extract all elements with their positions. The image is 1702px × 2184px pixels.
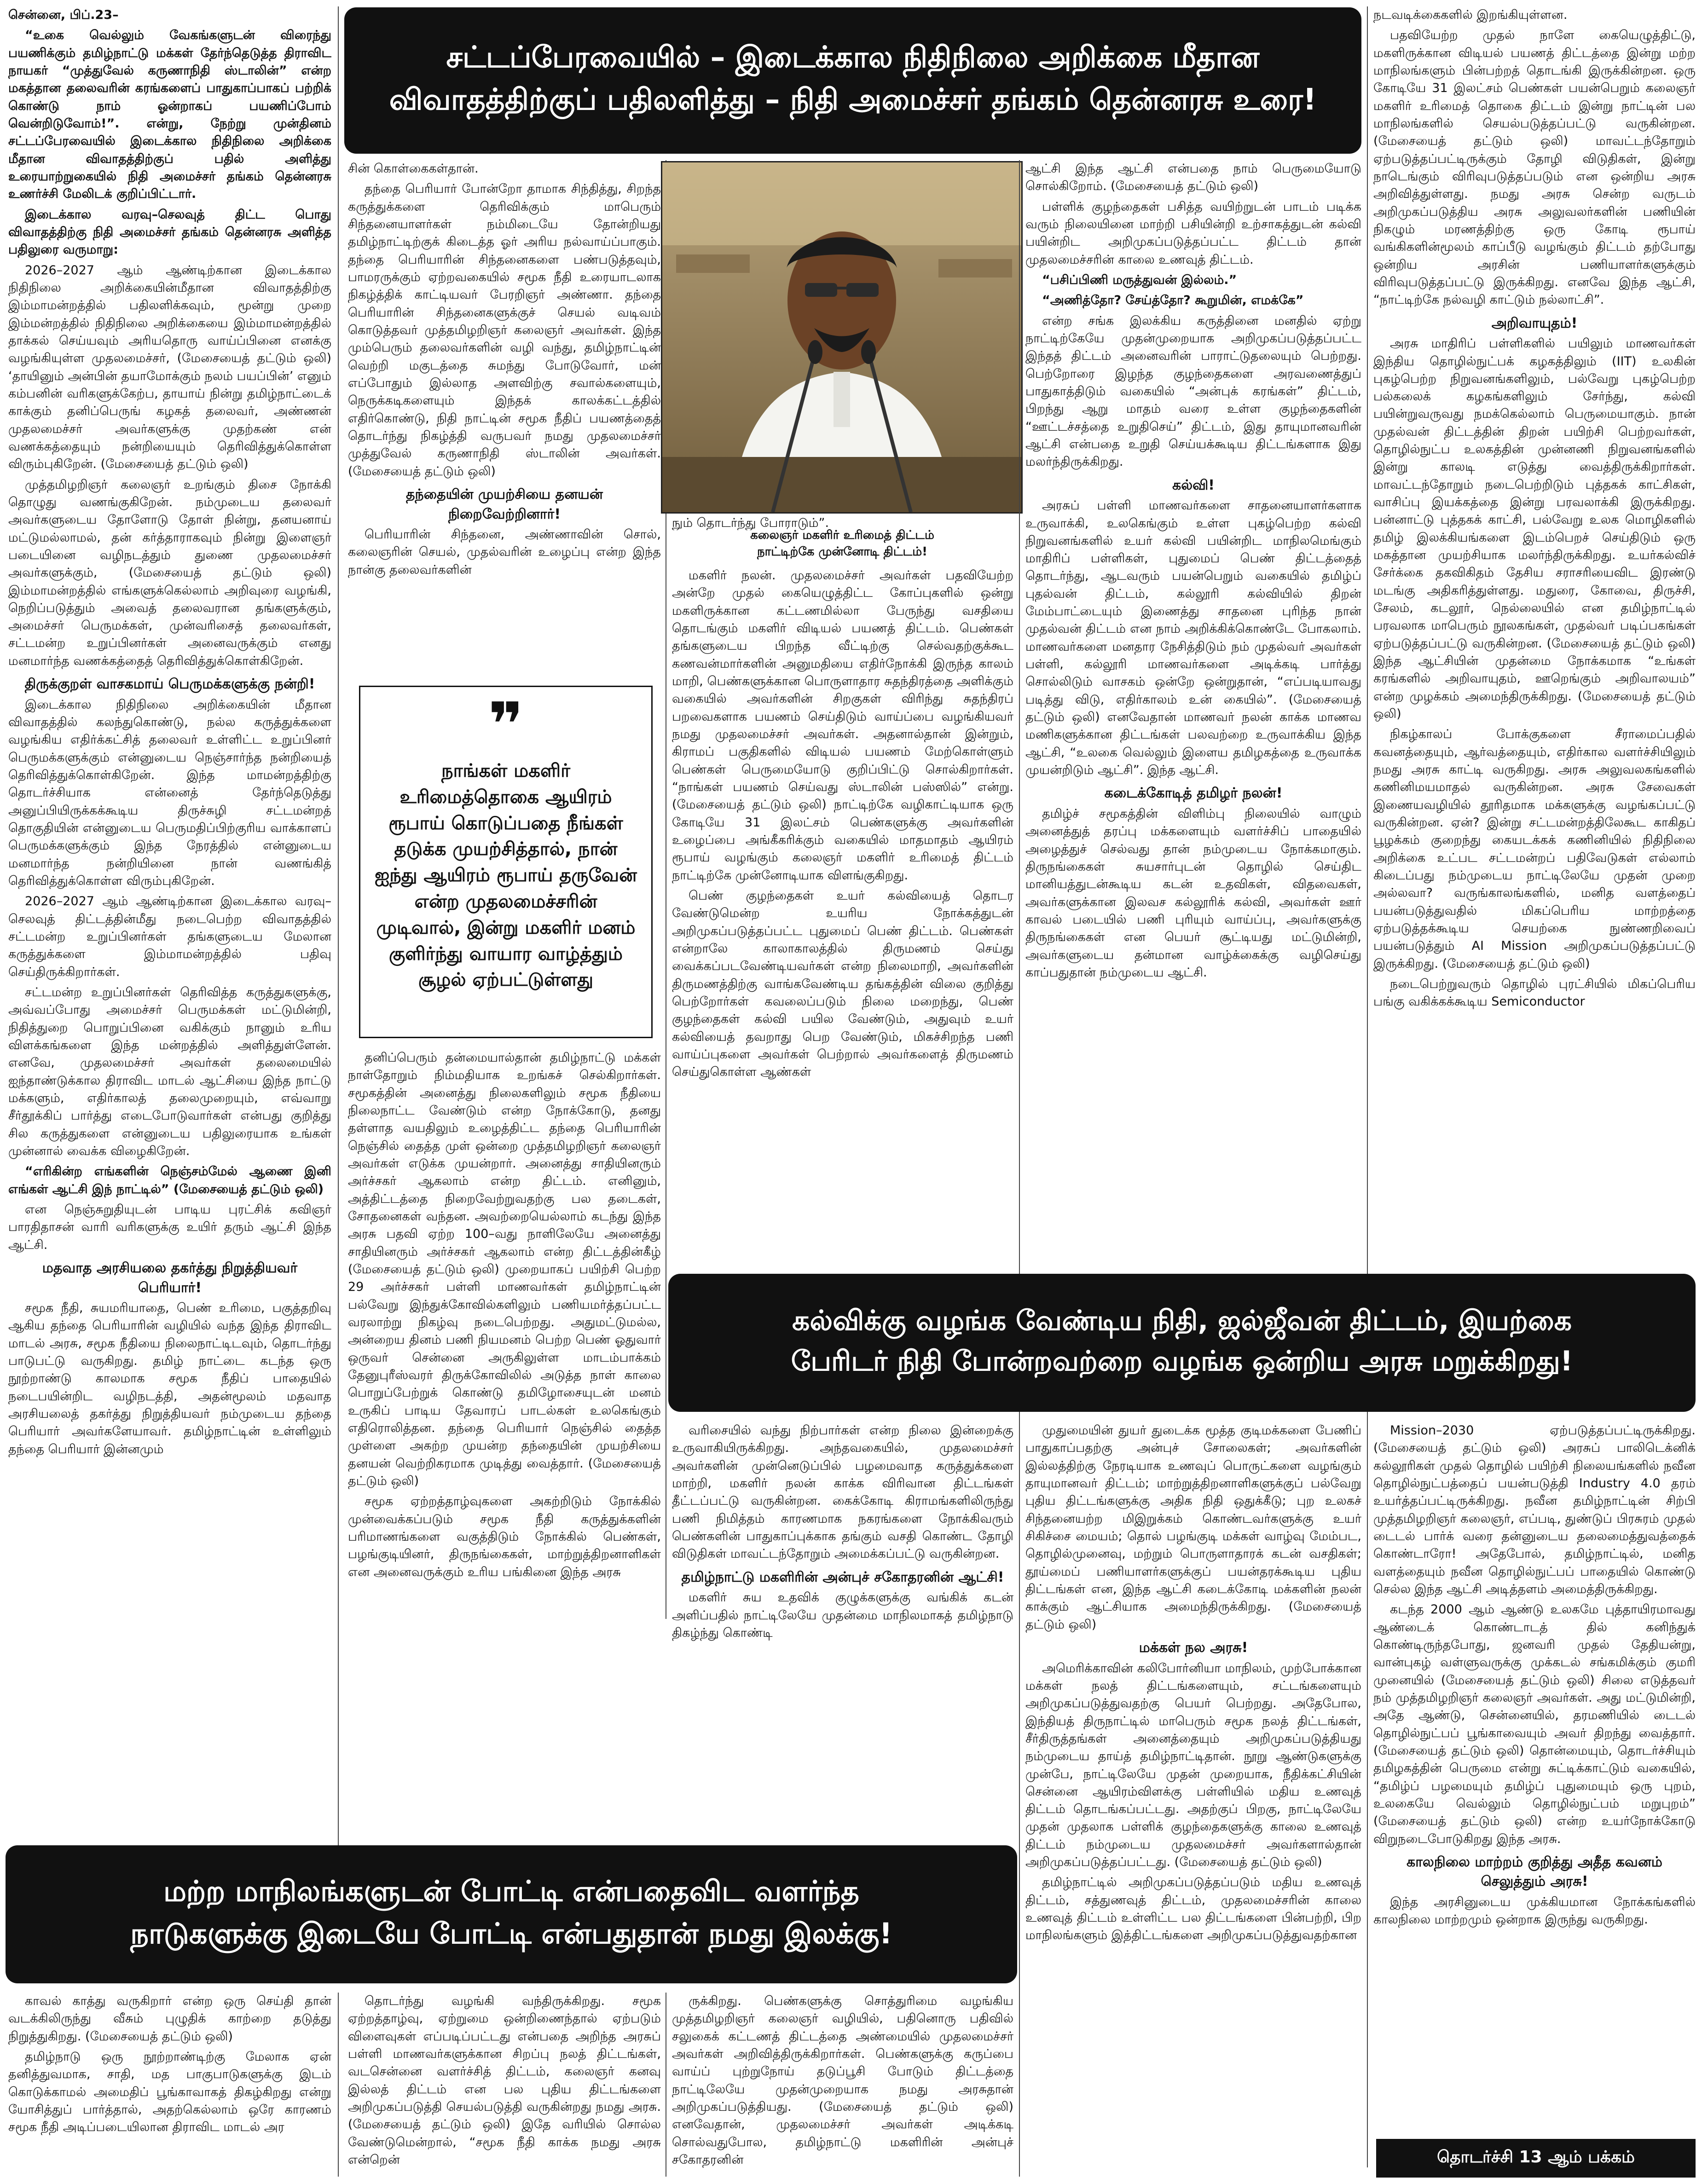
column-divider: [1019, 1422, 1020, 2177]
article-paragraph: இடைக்கால நிதிநிலை அறிக்கையின் மீதான விவாதத்தில் கலந்துகொண்டு, நல்ல கருத்துக்களை வழங்கிய எதிர்க்கட்சித் தலைவர் உள்ளிட்ட உறுப்பினர் பெருமக்களுக்கும் என்னுடைய நெஞ்சார்ந்த நன்றியைத் தெரிவித்துக்கொள்கிறேன். இந்த மாமன்றத்திற்கு தொடர்ச்சியாக என்னைத் தேர்ந்தெடுத்து அனுப்பியிருக்கக்கூடிய திருச்சுழி சட்டமன்றத் தொகுதியின் என்னுடைய பெருமதிப்பிற்குரிய வாக்காளப் பெருமக்களுக்கும் இந்த நேரத்தில் என்னுடைய மனமார்ந்த நன்றியினை நான் வணங்கித் தெரிவித்துக்கொள்ள விரும்புகிறேன்.: [8, 697, 331, 889]
article-paragraph: கடந்த 2000 ஆம் ஆண்டு உலகமே புத்தாயிரமாவது ஆண்டைக் கொண்டாடத் தில் கனிந்துக் கொண்டிருந்தபோது, ஜனவரி முதல் தேதியன்று, வான்புகழ் வள்ளுவருக்கு முக்கடல் சங்கமிக்கும் குமரி முனையில் (மேசையைத் தட்டும் ஒலி) சிலை எடுத்தவர் நம் முத்தமிழறிஞர் கலைஞர் அவர்கள். அது மட்டுமின்றி, அதே ஆண்டு, சென்னையில், தரமணியில் டைடல் தொழில்நுட்பப் பூங்காவையும் அவர் திறந்து வைத்தார். (மேசையைத் தட்டும் ஒலி) தொன்மையும், தொடர்ச்சியும் தமிழகத்தின் பெருமை என்று சுட்டிக்காட்டும் வகையில், “தமிழ்ப் பழமையும் தமிழ்ப் புதுமையும் ஒரு புறம், உலகையே வெல்லும் தொழில்நுட்பம் மறுபுறம்” (மேசையைத் தட்டும் ஒலி) என்ற உயர்நோக்கோடு விறுநடைபோடுகிறது இந்த அரசு.: [1373, 1602, 1696, 1846]
article-paragraph: பெரியாரின் சிந்தனை, அண்ணாவின் சொல், கலைஞரின் செயல், முதல்வரின் உழைப்பு என்ற இந்த நான்கு தலைவர்களின்: [348, 527, 661, 577]
article-paragraph: என நெஞ்சுறுதியுடன் பாடிய புரட்சிக் கவிஞர் பாரதிதாசன் வாரி வரிகளுக்கு உயிர் தரும் ஆட்சி இந்த ஆட்சி.: [8, 1202, 331, 1252]
middle-headline-line-1: கல்விக்கு வழங்க வேண்டிய நிதி, ஜல்ஜீவன் திட்டம், இயற்கை: [792, 1305, 1572, 1337]
article-paragraph: சட்டமன்ற உறுப்பினர்கள் தெரிவித்த கருத்துகளுக்கு, அவ்வப்போது அமைச்சர் பெருமக்கள் மட்டுமின்றி, நிதித்துறை பொறுப்பினை வகிக்கும் நானும் உரிய விளக்கங்களை இந்த மன்றத்தில் அளித்துள்ளேன். எனவே, முதலமைச்சர் அவர்கள் தலைமையில் ஐந்தாண்டுக்கால திராவிட மாடல் ஆட்சியை இந்த நாட்டு மக்களும், எதிர்காலத் தலைமுறையும், எவ்வாறு சீர்தூக்கிப் பார்த்து எடைபோடுவார்கள் என்பது குறித்து சில கருத்துகளை என்னுடைய பதிலுரையாக உங்கள் முன்னால் வைக்க விழைகிறேன்.: [8, 985, 331, 1158]
article-paragraph: ருக்கிறது. பெண்களுக்கு சொத்துரிமை வழங்கிய முத்தமிழறிஞர் கலைஞர் வழியில், பதினொரு பதிவில் சலுகைக் கட்டணத் திட்டத்தை அண்மையில் முதலமைச்சர் அவர்கள் அறிவித்திருக்கிறார்கள். பெண்களுக்கு கருப்பை வாய்ப் புற்றுநோய் தடுப்பூசி போடும் திட்டத்தை நாட்டிலேயே முதன்முறையாக நமது அரசுதான் அறிமுகப்படுத்தியது. (மேசையைத் தட்டும் ஒலி) எனவேதான், முதலமைச்சர் அவர்கள் அடிக்கடி சொல்வதுபோல, தமிழ்நாட்டு மகளிரின் அன்புச் சகோதரனின்: [672, 1994, 1013, 2167]
bottom-headline: [6, 1845, 1017, 1983]
subheading: தந்தையின் முயற்சியை தனயன் நிறைவேற்றினார்!: [406, 486, 603, 522]
continuation-box: தொடர்ச்சி 13 ஆம் பக்கம்: [1376, 2139, 1696, 2178]
column-divider: [338, 1993, 339, 2177]
article-paragraph: 2026–2027 ஆம் ஆண்டிற்கான இடைக்கால நிதிநிலை அறிக்கையின்மீதான விவாதத்திற்கு இம்மாமன்றத்தில் பதிலளிக்கவும், மூன்று முறை இம்மன்றத்தில் நிதிநிலை அறிக்கையை இம்மாமன்றத்தில் தாக்கல் செய்யவும் அரியதொரு வாய்ப்பினை எனக்கு வழங்கியுள்ள முதலமைச்சர், (மேசையைத் தட்டும் ஒலி) ‘தாயினும் அன்பின் தயாமோக்கும் நலம் பயப்பின்’ எனும் கம்பனின் வரிகளுக்கேற்ப, தாயாய் நின்று தமிழ்நாட்டைக் காக்கும் தனிப்பெருங் கழகத் தலைவர், அண்ணன் முதலமைச்சர் அவர்களுக்கு முதற்கண் என் வணக்கத்தையும் நன்றியையும் தெரிவித்துக்கொள்ள விரும்புகிறேன். (மேசையைத் தட்டும் ஒலி): [8, 263, 331, 472]
column-3: [672, 567, 1013, 1266]
article-paragraph: தமிழ்ச் சமூகத்தின் விளிம்பு நிலையில் வாழும் அனைத்துத் தரப்பு மக்களையும் வளர்ச்சிப் பாதையில் அழைத்துச் செல்வது தான் நம்முடைய நோக்கமாகும். திருநங்கைகள் சுயசார்புடன் தொழில் செய்திட மானியத்துடன்கூடிய கடன் உதவிகள், விதவைகள், அவர்களுக்கான இலவச கல்லூரிக் கல்வி, அவர்கள் ஊர் காவல் படையில் பணி புரியும் வாய்ப்பு, அவர்களுக்கு திருநங்கைகள் என பெயர் சூட்டியது மட்டுமின்றி, அவர்களுடைய தன்மான வாழ்க்கைக்கு வழிசெய்து காப்பதுதான் நம்முடைய ஆட்சி.: [1025, 807, 1361, 980]
top-headline-line-1: சட்டப்பேரவையில் – இடைக்கால நிதிநிலை அறிக்கை மீதான: [446, 40, 1260, 75]
column-1-bottom: [8, 1993, 331, 2178]
article-paragraph: அமெரிக்காவின் கலிபோர்னியா மாநிலம், முற்போக்கான மக்கள் நலத் திட்டங்களையும், சட்டங்களையும் அறிமுகப்படுத்துவதற்கு பெயர் பெற்றது. அதேபோல, இந்தியத் திருநாட்டில் மாபெரும் சமூக நலத் திட்டங்கள், சீர்திருத்தங்கள் அனைத்தையும் அறிமுகப்படுத்தியது நம்முடைய தாய்த் தமிழ்நாட்டிதான். நூறு ஆண்டுகளுக்கு முன்பே, நாட்டிலேயே முதன் முறையாக, நீதிக்கட்சியின் சென்னை ஆயிரம்விளக்கு பள்ளியில் மதிய உணவுத் திட்டம் தொடங்கப்பட்டது. அதற்குப் பிறகு, நாட்டிலேயே முதன் முதலாக பள்ளிக் குழந்தைகளுக்கு காலை உணவுத் திட்டம் நம்முடைய முதலமைச்சர் அவர்களால்தான் அறிமுகப்படுத்தப்பட்டது. (மேசையைத் தட்டும் ஒலி): [1025, 1661, 1361, 1870]
article-paragraph: வரிசையில் வந்து நிற்பார்கள் என்ற நிலை இன்றைக்கு உருவாகியிருக்கிறது. அந்தவகையில், முதலமைச்சர் அவர்களின் முன்னெடுப்பில் பழமைவாத கருத்துக்களை மாற்றி, மகளிர் நலன் காக்க விரிவான திட்டங்கள் தீட்டப்பட்டு வருகின்றன. கைக்கோடி கிராமங்களிலிருந்து பணி நிமித்தம் காரணமாக நகரங்களை நோக்கிவரும் பெண்களின் பாதுகாப்புக்காக தங்கும் வசதி கொண்ட தோழி விடுதிகள் மாவட்டந்தோறும் அமைக்கப்பட்டு வருகின்றன.: [672, 1423, 1013, 1561]
top-headline-line-2: விவாதத்திற்குப் பதிலளித்து – நிதி அமைச்சர் தங்கம் தென்னரசு உரை!: [389, 83, 1317, 117]
minister-photo: [661, 161, 1023, 514]
article-paragraph: Mission–2030 ஏற்படுத்தப்பட்டிருக்கிறது. (மேசையைத் தட்டும் ஒலி) அரசுப் பாலிடெக்னிக் கல்லூரிகள் முதல் தொழில் பயிற்சி நிலையங்களில் நவீன தொழில்நுட்பத்தைப் பயன்படுத்தி Industry 4.0 தரம் உயர்த்தப்பட்டிருக்கிறது. நவீன தமிழ்நாட்டின் சிற்பி முத்தமிழறிஞர் கலைஞர், எப்படி, துண்டுப் பிரசுரம் முதல் டைடல் பார்க் வரை தன்னுடைய தலைமைத்துவத்தைக் கொண்டாரோ! அதேபோல், தமிழ்நாட்டில், மனித வளத்தையும் நவீன தொழில்நுட்பப் பாதையில் கொண்டு செல்ல இந்த ஆட்சி அடித்தளம் அமைத்திருக்கிறது.: [1373, 1423, 1696, 1596]
article-paragraph: சமூக நீதி, சுயமரியாதை, பெண் உரிமை, பகுத்தறிவு ஆகிய தந்தை பெரியாரின் வழியில் வந்த இந்த திராவிட மாடல் அரசு, சமூக நீதியை நிலைநாட்டிடவும், தொடர்ந்து பாடுபட்டு வருகிறது. தமிழ் நாட்டை கடந்த ஒரு நூற்றாண்டு காலமாக சமூக நீதிப் பாதையில் நடைபயின்றிட வழிநடத்தி, அதன்மூலம் மதவாத அரசியலைத் தகர்த்து நிறுத்தியவர் நம்முடைய தந்தை பெரியார் அவர்களேயாவர். தமிழ்நாட்டின் உள்ளிலும் தந்தை பெரியார் இன்னமும்: [8, 1301, 331, 1456]
subheading: காலநிலை மாற்றம் குறித்து அதீத கவனம் செலுத்தும் அரசு!: [1407, 1854, 1662, 1890]
column-3-bottom: [672, 1993, 1013, 2178]
subheading: மதவாத அரசியலை தகர்த்து நிறுத்தியவர் பெரியார்!: [42, 1260, 298, 1296]
article-paragraph: மகளிர் நலன். முதலமைச்சர் அவர்கள் பதவியேற்ற அன்றே முதல் கையெழுத்திட்ட கோப்புகளில் ஒன்று மகளிருக்கான கட்டணமில்லா பேருந்து வசதியை தொடங்கும் மகளிர் விடியல் பயணத் திட்டம். பெண்கள் தங்களுடைய பிறந்த வீட்டிற்கு செல்வதற்குக்கூட கணவன்மார்களின் அனுமதியை எதிர்நோக்கி இருந்த காலம் மாறி, பெண்களுக்கான பொருளாதார சுதந்திரத்தை அளிக்கும் வகையில் அவர்களின் சிறகுகள் விரிந்து சுதந்திரப் பறவைகளாக பயணம் செய்திடும் வாய்ப்பை வழங்கியவர் நமது முதலமைச்சர் அவர்கள். அதனால்தான் இன்றும், கிராமப் பகுதிகளில் விடியல் பயணம் மேற்கொள்ளும் பெண்கள் பெருமையோடு குறிப்பிட்டு சொல்கிறார்கள். “நாங்கள் பயணம் செய்வது ஸ்டாலின் பஸ்ஸில்” என்று. (மேசையைத் தட்டும் ஒலி) நாட்டிற்கே வழிகாட்டியாக ஒரு கோடியே 31 இலட்சம் பெண்களுக்கு அவர்களின் உழைப்பை அங்கீகரிக்கும் வகையில் மாதமாதம் ஆயிரம் ரூபாய் வழங்கும் கலைஞர் மகளிர் உரிமைத் திட்டம் நாட்டிற்கே முன்னோடியாக விளங்குகிறது.: [672, 568, 1013, 883]
column-1: [8, 6, 331, 1843]
dateline: சென்னை, பிப்.23–: [8, 8, 119, 22]
article-paragraph: என்ற சங்க இலக்கிய கருத்தினை மனதில் ஏற்று நாட்டிற்கேயே முதன்முறையாக அறிமுகப்படுத்தப்பட்ட இந்தத் திட்டம் அனைவரின் பாராட்டுதலையும் பெற்றது. பெற்றோரை இழந்த குழந்தைகளை அரவணைத்துப் பாதுகாத்திடும் வகையில் “அன்புக் கரங்கள்” திட்டம், பிறந்து ஆறு மாதம் வரை உள்ள குழந்தைகளின் “ஊட்டச்சத்தை உறுதிசெய்” திட்டம், இது தாயுமானவரின் ஆட்சி என்பதை உறுதி செய்யக்கூடிய திட்டங்களாக இது மலர்ந்திருக்கிறது.: [1025, 313, 1361, 469]
column-divider: [1367, 1422, 1368, 2167]
article-paragraph: ஆட்சி இந்த ஆட்சி என்பதை நாம் பெருமையோடு சொல்கிறோம். (மேசையைத் தட்டும் ஒலி): [1025, 162, 1361, 194]
photo-caption: [672, 527, 1013, 560]
article-paragraph: சின் கொள்கைகள்தான்.: [348, 162, 479, 176]
article-paragraph: தந்தை பெரியார் போன்றோ தாமாக சிந்தித்து, சிறந்த கருத்துக்களை தெரிவிக்கும் மாபெரும் சிந்தனையாளர்கள் நம்மிடையே தோன்றியது தமிழ்நாட்டிற்குக் கிடைத்த ஓர் அரிய நல்வாய்ப்பாகும். தந்தை பெரியாரின் சிந்தனைகளை பண்படுத்தவும், பாமரருக்கும் ஏற்றவகையில் சமூக நீதி உரையாடலாக நிகழ்த்திக் காட்டியவர் பேரறிஞர் அண்ணா. தந்தை பெரியாரின் சிந்தனைகளுக்குச் செயல் வடிவம் கொடுத்தவர் முத்தமிழறிஞர் கலைஞர் அவர்கள். இந்த மும்பெரும் தலைவர்களின் வழி வந்து, தமிழ்நாட்டின் வெற்றி மகுடத்தை சுமந்து போடுவோர், மன் எப்போதும் இல்லாத அளவிற்கு சவால்களையும், நெருக்கடிகளையும் இந்தக் காலக்கட்டத்தில் எதிர்கொண்டு, நிதி நாட்டின் சமூக நீதிப் பயணத்தைத் தொடர்ந்து நிகழ்த்தி வருபவர் நமது முதலமைச்சர் முத்துவேல் கருணாநிதி ஸ்டாலின் அவர்கள். (மேசையைத் தட்டும் ஒலி): [348, 182, 661, 479]
middle-headline: [668, 1274, 1696, 1412]
article-paragraph: நடவடிக்கைகளில் இறங்கியுள்ளன.: [1373, 8, 1568, 22]
article-paragraph: தொடர்ந்து வழங்கி வந்திருக்கிறது. சமூக ஏற்றத்தாழ்வு, ஏற்றுமை ஒன்றிணைந்தால் ஏற்படும் விளைவுகள் எப்படிப்பட்டது என்பதை அறிந்த அரசுப் பள்ளி மாணவர்களுக்கான சிறப்பு நலத் திட்டங்கள், வடசென்னை வளர்ச்சித் திட்டம், கலைஞர் கனவு இல்லத் திட்டம் என பல புதிய திட்டங்களை அறிமுகப்படுத்தி செயல்படுத்தி வருகின்றது நமது அரசு. (மேசையைத் தட்டும் ஒலி) இதே வரியில் சொல்ல வேண்டுமென்றால், “சமூக நீதி காக்க நமது அரசு என்றென்: [348, 1994, 661, 2167]
article-paragraph: காவல் காத்து வருகிறார் என்ற ஒரு செய்தி தான் வடக்கிலிருந்து வீசும் புழுதிக் காற்றை தடுத்து நிறுத்துகிறது. (மேசையைத் தட்டும் ஒலி): [8, 1994, 331, 2044]
article-paragraph: சமூக ஏற்றத்தாழ்வுகளை அகற்றிடும் நோக்கில் முன்வைக்கப்படும் சமூக நீதி கருத்துக்களின் பரிமாணங்களை வகுத்திடும் நோக்கில் பெண்கள், பழங்குடியினர், திருநங்கைகள், மாற்றுத்திறனாளிகள் என அனைவருக்கும் உரிய பங்கினை இந்த அரசு: [348, 1494, 661, 1579]
article-paragraph: தமிழ்நாடு ஒரு நூற்றாண்டிற்கு மேலாக ஏன் தனித்துவமாக, சாதி, மத பாகுபாடுகளுக்கு இடம் கொடுக்காமல் அமைதிப் பூங்காவாகத் திகழ்கிறது என்று யோசித்துப் பார்த்தால், அதற்கெல்லாம் ஒரே காரணம் சமூக நீதி அடிப்படையிலான திராவிட மாடல் அர: [8, 2049, 331, 2135]
verse: “எரிகின்ற எங்களின் நெஞ்சம்மேல் ஆணை இனி எங்கள் ஆட்சி இந் நாட்டில்” (மேசையைத் தட்டும் ஒலி): [8, 1164, 331, 1196]
bottom-headline-line-2: நாடுகளுக்கு இடையே போட்டி என்பதுதான் நமது இலக்கு!: [130, 1917, 892, 1950]
top-headline: [344, 7, 1361, 154]
subheading: மக்கள் நல அரசு!: [1139, 1639, 1248, 1656]
column-2: [348, 160, 661, 680]
minister-speaking-image: [662, 162, 1021, 512]
pull-quote-text: நாங்கள் மகளிர் உரிமைத்தொகை ஆயிரம் ரூபாய் கொடுப்பதை நீங்கள் தடுக்க முயற்சித்தால், நான் ஐந்து ஆயிரம் ரூபாய் தருவேன் என்ற முதலமைச்சரின் முடிவால், இன்று மகளிர் மனம் குளிர்ந்து வாயார வாழ்த்தும் சூழல் ஏற்பட்டுள்ளது: [375, 760, 637, 991]
article-paragraph: நிகழ்காலப் போக்குகளை சீராமைப்பதில் கவனத்தையும், ஆர்வத்தையும், எதிர்கால வளர்ச்சியிலும் நமது அரசு காட்டி வருகிறது. அரசு அலுவலகங்களில் கணினிமயமாதல் வருகின்றன. அரசு சேவைகள் இணையவழியில் தூரிதமாக மக்களுக்கு வழங்கப்பட்டு வருகின்றன. ஏன்? இன்று சட்டமன்றத்திலேகூட காகிதப் பூழக்கம் குறைந்து கையடக்கக் கணினியில் நிதிநிலை அறிக்கை உட்பட சட்டமன்றப் பதிவேடுகள் எல்லாம் கிடைப்பது நம்முடைய நாட்டிலேயே முதன் முறை அல்லவா? வருங்காலங்களில், மனித வளத்தைப் பயன்படுத்துவதில் மிகப்பெரிய மாற்றத்தை ஏற்படுத்தக்கூடிய செயற்கை நுண்ணறிவைப் பயன்படுத்தும் AI Mission அறிமுகப்படுத்தப்பட்டு இருக்கிறது. (மேசையைத் தட்டும் ஒலி): [1373, 727, 1696, 971]
article-paragraph: பெண் குழந்தைகள் உயர் கல்வியைத் தொடர வேண்டுமென்ற உயரிய நோக்கத்துடன் அறிமுகப்படுத்தப்பட்ட புதுமைப் பெண் திட்டம். பெண்கள் என்றாலே காலாகாலத்தில் திருமணம் செய்து வைக்கப்படவேண்டியவர்கள் என்ற நிலைமாறி, அவர்களின் திருமணத்திற்கு வாங்கவேண்டிய தங்கத்தின் விலை குறித்து பெற்றோர்கள் கவலைப்படும் நிலை மறைந்து, பெண் குழந்தைகள் கல்வி பயில வேண்டும், அதுவும் உயர் கல்வியைத் தவறாது பெற வேண்டும், மிகச்சிறந்த பணி வாய்ப்புகளை அவர்கள் பெற்றால் அவர்களைத் திருமணம் செய்துகொள்ள ஆண்கள்: [672, 888, 1013, 1080]
column-3-top: [672, 514, 1013, 530]
subheading: திருக்குறள் வாசகமாய் பெருமக்களுக்கு நன்றி!: [24, 676, 315, 693]
middle-headline-line-2: பேரிடர் நிதி போன்றவற்றை வழங்க ஒன்றிய அரசு மறுக்கிறது!: [791, 1345, 1573, 1377]
column-4-lower: [1025, 1422, 1361, 2177]
article-paragraph: இந்த அரசினுடைய முக்கியமான நோக்கங்களில் காலநிலை மாற்றமும் ஒன்றாக இருந்து வருகிறது.: [1373, 1895, 1696, 1927]
subheading: கடைக்கோடித் தமிழர் நலன்!: [1104, 785, 1283, 802]
article-paragraph: அரசு மாதிரிப் பள்ளிகளில் பயிலும் மாணவர்கள் இந்திய தொழில்நுட்பக் கழகத்திலும் (IIT) உலகின் புகழ்பெற்ற நிறுவனங்களிலும், பல்வேறு புகழ்பெற்ற பல்கலைக் கழகங்களிலும் சேர்ந்து, கல்வி பயின்றுவருவது நமக்கெல்லாம் பெருமையாகும். நான் முதல்வன் திட்டத்தின் திறன் பயிற்சி பெற்றவர்கள், தொழில்நுட்ப உலகத்தின் முன்னணி நிறுவனங்களில் இன்று காலடி எடுத்து வைத்திருக்கிறார்கள். மாவட்டந்தோறும் நடைபெற்றிடும் புத்தகக் காட்சிகள், வாசிப்பு இயக்கத்தை இன்று பரவலாக்கி இருக்கிறது. பன்னாட்டு புத்தகக் காட்சி, பல்வேறு உலக மொழிகளில் தமிழ் இலக்கியங்களை இடம்பெறச் செய்திடும் ஒரு மகத்தான முயற்சியாக மலர்ந்திருக்கிறது. உயர்கல்விச் சேர்க்கை தகவிகிதம் தேசிய சராசரியைவிட இரண்டு மடங்கு அதிகரித்துள்ளது. மதுரை, கோவை, திருச்சி, சேலம், கடலூர், நெல்லையில் என தமிழ்நாட்டில் பரவலாக மாபெரும் நூலகங்கள், முதல்வர் படிப்பகங்கள் ஏற்படுத்தப்பட்டு வருகின்றன. (மேசையைத் தட்டும் ஒலி) இந்த ஆட்சியின் முதன்மை நோக்கமாக “உங்கள் கரங்களில் அறிவாயுதம், ஊறெங்கும் அறிவாலயம்” என்ற முழக்கம் அமைந்திருக்கிறது. (மேசையைத் தட்டும் ஒலி): [1373, 336, 1696, 722]
verse: “அணித்தோ? சேய்த்தோ? கூறுமின், எமக்கே”: [1042, 293, 1304, 308]
bottom-headline-line-1: மற்ற மாநிலங்களுடன் போட்டி என்பதைவிட வளர்ந்த: [163, 1874, 859, 1908]
column-3-lower: [672, 1422, 1013, 1841]
article-paragraph: தமிழ்நாட்டில் அறிமுகப்படுத்தப்படும் மதிய உணவுத் திட்டம், சத்துணவுத் திட்டம், முதலமைச்சரின் காலை உணவுத் திட்டம் உள்ளிட்ட பல திட்டங்களை பின்பற்றி, பிற மாநிலங்களும் இத்திட்டங்களை அறிமுகப்படுத்துவதற்கான: [1025, 1875, 1361, 1943]
lead-paragraph-2: இடைக்கால வரவு–செலவுத் திட்ட பொது விவாதத்திற்கு நிதி அமைச்சர் தங்கம் தென்னரசு அளித்த பதிலுரை வருமாறு:: [8, 207, 331, 257]
column-4: [1025, 160, 1361, 1265]
pull-quote-box: [359, 686, 653, 1038]
column-5-lower: [1373, 1422, 1696, 2126]
article-paragraph: தனிப்பெரும் தன்மையால்தான் தமிழ்நாட்டு மக்கள் நாள்தோறும் நிம்மதியாக உறங்கச் செல்கிறார்கள். சமூகத்தின் அனைத்து நிலைகளிலும் சமூக நீதியை நிலைநாட்ட வேண்டும் என்ற நோக்கோடு, தனது தள்ளாத வயதிலும் உழைத்திட்ட தந்தை பெரியாரின் நெஞ்சில் தைத்த முள் ஒன்றை முத்தமிழறிஞர் கலைஞர் அவர்கள் எடுக்க முயன்றார். அனைத்து சாதியினரும் அர்ச்சகர் ஆகலாம் என்ற திட்டம். எனினும், அத்திட்டத்தை நிறைவேற்றுவதற்கு பல தடைகள், சோதனைகள் வந்தன. அவற்றையெல்லாம் கடந்து இந்த அரசு பதவி ஏற்ற 100–வது நாளிலேயே அனைத்து சாதியினரும் அர்ச்சகர் ஆகலாம் என்ற திட்டத்தின்கீழ் (மேசையைத் தட்டும் ஒலி) முறையாகப் பயிற்சி பெற்ற 29 அர்ச்சகர் பள்ளி மாணவர்கள் தமிழ்நாட்டின் பல்வேறு இந்துக்கோவில்களிலும் பணியமர்த்தப்பட்ட வரலாற்று நிகழ்வு நடைபெற்றது. அதுமட்டுமல்ல, அன்றைய தினம் பணி நியமனம் பெற்ற பெண் ஓதுவார் ஒருவர் சென்னை அருகிலுள்ள மாடம்பாக்கம் தேனுபுரீஸ்வரர் திருக்கோவிலில் அடுத்த நாள் காலை பொறுப்பேற்றுக் கொண்டு தமிழோசையுடன் மனம் உருகிப் பாடிய தேவாரப் பாடல்கள் உலகெங்கும் எதிரொலித்தன. தந்தை பெரியார் நெஞ்சில் தைத்த முள்ளை அகற்ற முயன்ற தந்தையின் முயற்சியை தனயன் வெற்றிகரமாக முடித்து வைத்தார். (மேசையைத் தட்டும் ஒலி): [348, 1051, 661, 1488]
article-paragraph: நும் தொடர்ந்து போராடும்”.: [672, 516, 829, 530]
article-paragraph: முதுமையின் துயர் துடைக்க மூத்த குடிமக்களை பேணிப் பாதுகாப்பதற்கு அன்புச் சோலைகள்; அவர்களின் இல்லத்திற்கு நேரடியாக உணவுப் பொருட்களை வழங்கும் தாயுமானவர் திட்டம்; மாற்றுத்திறனாளிகளுக்குப் பல்வேறு புதிய திட்டங்களுக்கு அதிக நிதி ஒதுக்கீடு; புற உலகச் சிந்தனையற்ற மிஇறுக்கம் கொண்டவர்களுக்கு உயர் சிகிச்சை மையம்; தொல் பழங்குடி மக்கள் வாழ்வு மேம்பட, தொழில்முனைவு, மற்றும் பொருளாதாரக் கடன் வசதிகள்; தூய்மைப் பணியாளர்களுக்குப் பயன்தரக்கூடிய புதிய திட்டங்கள் என, இந்த ஆட்சி கடைக்கோடி மக்களின் நலன் காக்கும் ஆட்சியாக அமைந்திருக்கிறது. (மேசையைத் தட்டும் ஒலி): [1025, 1423, 1361, 1632]
verse: “பசிப்பிணி மருத்துவன் இல்லம்.”: [1042, 272, 1237, 287]
column-5: [1373, 6, 1696, 1304]
article-paragraph: நடைபெற்றுவரும் தொழில் புரட்சியில் மிகப்பெரிய பங்கு வகிக்கக்கூடிய Semiconductor: [1373, 976, 1696, 1009]
article-paragraph: பள்ளிக் குழந்தைகள் பசித்த வயிற்றுடன் பாடம் படிக்க வரும் நிலையினை மாற்றி பசியின்றி உற்சாகத்துடன் கல்வி பயின்றிட அறிமுகப்படுத்தப்பட்ட திட்டம் தான் முதலமைச்சரின் காலை உணவுத் திட்டம்.: [1025, 199, 1361, 267]
column-2-continued: [348, 1049, 661, 1841]
quote-mark-icon: ❞: [488, 689, 524, 759]
article-paragraph: பதவியேற்ற முதல் நாளே கையெழுத்திட்டு, மகளிருக்கான விடியல் பயணத் திட்டத்தை இன்று மற்ற மாநிலங்களும் பின்பற்றத் தொடங்கி இருக்கின்றன. ஒரு கோடியே 31 இலட்சம் பெண்கள் பயன்பெறும் கலைஞர் மகளிர் உரிமைத் தொகை திட்டம் இன்று நாட்டின் பல மாநிலங்களில் செயல்படுத்தப்பட்டு வருகின்றன. (மேசையைத் தட்டும் ஒலி) மாவட்டந்தோறும் ஏற்படுத்தப்பட்டிருக்கும் தோழி விடுதிகள், இன்று நாடெங்கும் விரிவுபடுத்தப்படும் என ஒன்றிய அரசு அறிவித்துள்ளது. நமது அரசு சென்ற வருடம் அறிமுகப்படுத்திய அரசு அலுவலர்களின் பணியின் நிகழும் மரணத்திற்கு ஒரு கோடி ரூபாய் வங்கிகளின்மூலம் காப்பீடு வழங்கும் திட்டம் தற்போது ஒன்றிய அரசின் பணியாளர்களுக்கும் விரிவுபடுத்தப்பட்டு இருக்கிறது. எனவே இந்த ஆட்சி, “நாட்டிற்கே நல்வழி காட்டும் நல்லாட்சி”.: [1373, 28, 1696, 307]
article-paragraph: 2026–2027 ஆம் ஆண்டிற்கான இடைக்கால வரவு–செலவுத் திட்டத்தின்மீது நடைபெற்ற விவாதத்தில் சட்டமன்ற உறுப்பினர்கள் தங்களுடைய மேலான கருத்துக்களை இம்மாமன்றத்தில் பதிவு செய்திருக்கிறார்கள்.: [8, 894, 331, 979]
article-paragraph: முத்தமிழறிஞர் கலைஞர் உறங்கும் திசை நோக்கி தொழுது வணங்குகிறேன். நம்முடைய தலைவர் அவர்களுடைய தோளோடு தோள் நின்று, தனயனாய் மட்டுமல்லாமல், தன் கர்த்தாராகவும் நின்று இளைஞர் படையினை வழிநடத்தும் துணை முதலமைச்சர் அவர்களுக்கும், (மேசையைத் தட்டும் ஒலி) இம்மாமன்றத்தில் எங்களுக்கெல்லாம் அறிவுரை வழங்கி, நெறிப்படுத்தும் அவைத் தலைவரான தங்களுக்கும், அமைச்சர் பெருமக்கள், முன்வரிசைத் தலைவர்கள், சட்டமன்ற உறுப்பினர்கள் அனைவருக்கும் எனது மனமார்ந்த வணக்கத்தைத் தெரிவித்துக்கொள்கிறேன்.: [8, 477, 331, 668]
photo-caption-line-2: நாட்டிற்கே முன்னோடி திட்டம்!: [757, 545, 928, 559]
subheading: கல்வி!: [1172, 477, 1215, 493]
photo-caption-line-1: கலைஞர் மகளிர் உரிமைத் திட்டம்: [750, 528, 934, 542]
subheading: அறிவாயுதம்!: [1491, 315, 1578, 331]
article-paragraph: மகளிர் சுய உதவிக் குழுக்களுக்கு வங்கிக் கடன் அளிப்பதில் நாட்டிலேயே முதன்மை மாநிலமாகத் தமிழ்நாடு திகழ்ந்து கொண்டி: [672, 1590, 1013, 1640]
column-divider: [338, 6, 339, 1847]
column-2-bottom: [348, 1993, 661, 2178]
article-paragraph: அரசுப் பள்ளி மாணவர்களை சாதனையாளர்களாக உருவாக்கி, உலகெங்கும் உள்ள புகழ்பெற்ற கல்வி நிறுவனங்களில் உயர் கல்வி பயின்றிட மாநிலமெங்கும் மாதிரிப் பள்ளிகள், புதுமைப் பெண் திட்டத்தைத் தொடர்ந்து, ஆடவரும் பயன்பெறும் வகையில் தமிழ்ப் புதல்வன் திட்டம், கல்லூரி கல்வியில் திறன் மேம்பாட்டையும் இணைத்து சாதனை புரிந்த நான் முதல்வன் திட்டம் என நாம் அறிக்கிக்கொண்டே போகலாம். மாணவர்களை மனதார நேசித்திடும் நம் முதல்வர் அவர்கள் பள்ளி, கல்லூரி மாணவர்களை அடிக்கடி பார்த்து சொல்லிடும் வாசகம் ஒன்றே ஒன்றுதான், “எப்படியாவது படித்து விடு, எதிர்காலம் உன் கையில்”. (மேசையைத் தட்டும் ஒலி) எனவேதான் மாணவர் நலன் காக்க மாணவ மணிகளுக்கான திட்டங்கள் பலவற்றை உருவாக்கிய இந்த ஆட்சி, “உலகை வெல்லும் இளைய தமிழகத்தை உருவாக்க முயன்றிடும் ஆட்சி”. இந்த ஆட்சி.: [1025, 498, 1361, 778]
lead-paragraph: “உகை வெல்லும் வேகங்களுடன் விரைந்து பயணிக்கும் தமிழ்நாட்டு மக்கள் தேர்ந்தெடுத்த திராவிட நாயகர் “முத்துவேல் கருணாநிதி ஸ்டாலின்” என்ற மகத்தான தலைவரின் கரங்களைப் பாதுகாப்பாகப் பற்றிக் கொண்டு நாம் ஓன்றாகப் பயணிப்போம் வென்றிடுவோம்!”. என்று, நேற்று முன்தினம் சட்டப்பேரவையில் இடைக்கால நிதிநிலை அறிக்கை மீதான விவாதத்திற்குப் பதில் அளித்து உரையாற்றுகையில் நிதி அமைச்சர் தங்கம் தென்னரசு உணர்ச்சி மேலிடக் குறிப்பிட்டார்.: [8, 28, 331, 202]
subheading: தமிழ்நாட்டு மகளிரின் அன்புச் சகோதரனின் ஆட்சி!: [681, 1569, 1004, 1585]
